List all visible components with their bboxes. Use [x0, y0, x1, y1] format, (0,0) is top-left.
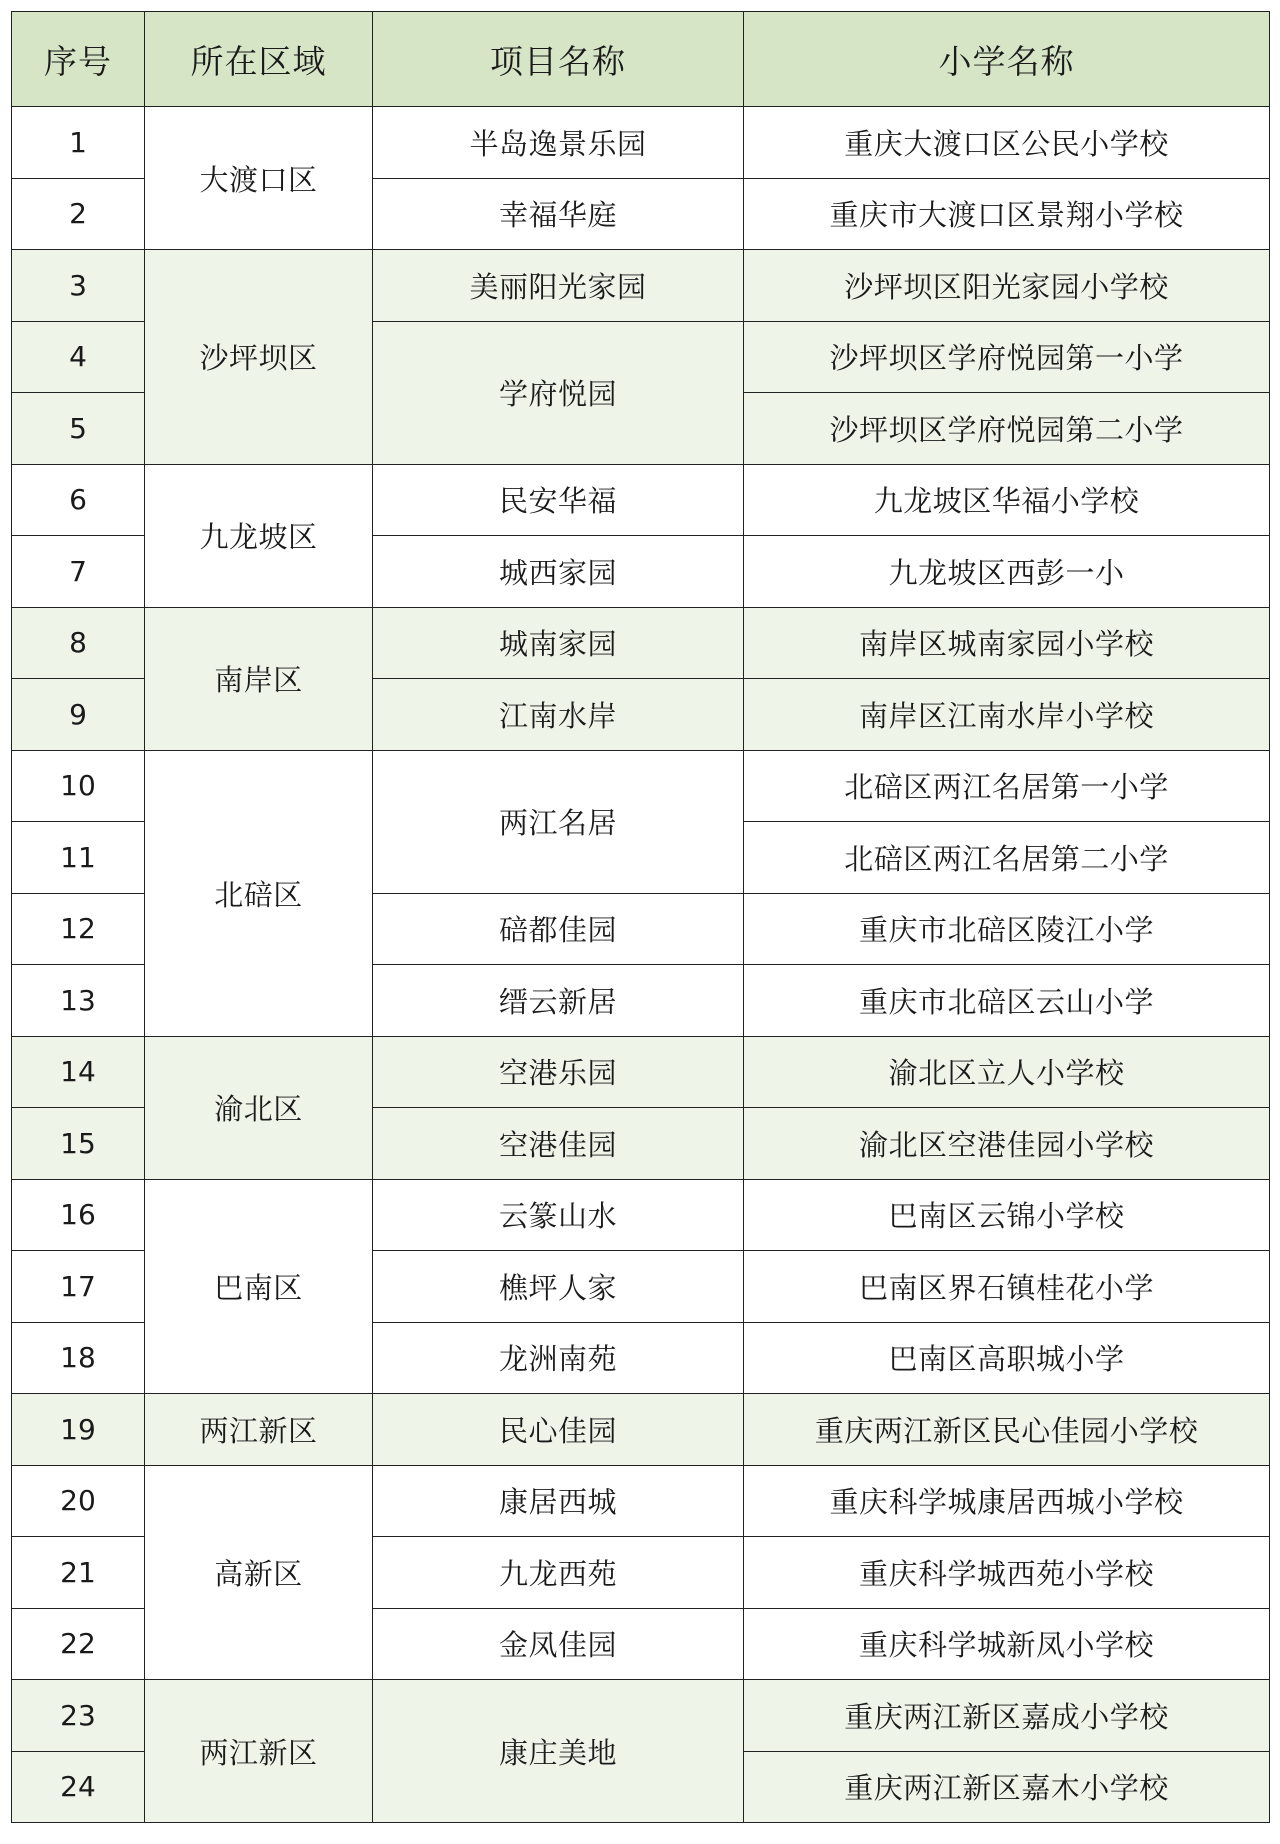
serial-number-cell: 16 — [12, 1179, 145, 1251]
project-name-cell: 两江名居 — [373, 750, 744, 893]
school-name-cell: 重庆科学城康居西城小学校 — [744, 1465, 1270, 1537]
project-name-cell: 缙云新居 — [373, 965, 744, 1037]
district-cell: 九龙坡区 — [145, 464, 373, 607]
header-school-name: 小学名称 — [744, 12, 1270, 107]
table-row — [12, 464, 1270, 536]
school-name-cell: 重庆市北碚区云山小学 — [744, 965, 1270, 1037]
serial-number-cell: 10 — [12, 750, 145, 822]
serial-number-cell: 5 — [12, 393, 145, 465]
school-name-cell: 重庆两江新区嘉成小学校 — [744, 1680, 1270, 1752]
project-name-cell: 碚都佳园 — [373, 893, 744, 965]
school-name-cell: 巴南区界石镇桂花小学 — [744, 1251, 1270, 1323]
project-name-cell: 城西家园 — [373, 536, 744, 608]
school-name-cell: 沙坪坝区学府悦园第一小学 — [744, 321, 1270, 393]
project-name-cell: 樵坪人家 — [373, 1251, 744, 1323]
serial-number-cell: 18 — [12, 1322, 145, 1394]
table-row — [12, 1036, 1270, 1108]
header-project-name: 项目名称 — [373, 12, 744, 107]
serial-number-cell: 8 — [12, 607, 145, 679]
project-name-cell: 半岛逸景乐园 — [373, 107, 744, 179]
project-name-cell: 金凤佳园 — [373, 1608, 744, 1680]
serial-number-cell: 9 — [12, 679, 145, 751]
school-name-cell: 南岸区城南家园小学校 — [744, 607, 1270, 679]
project-name-cell: 幸福华庭 — [373, 178, 744, 250]
table-row — [12, 750, 1270, 822]
district-cell: 两江新区 — [145, 1394, 373, 1466]
serial-number-cell: 4 — [12, 321, 145, 393]
header-serial-number: 序号 — [12, 12, 145, 107]
district-cell: 两江新区 — [145, 1680, 373, 1823]
district-cell: 巴南区 — [145, 1179, 373, 1394]
serial-number-cell: 21 — [12, 1537, 145, 1609]
school-name-cell: 重庆科学城西苑小学校 — [744, 1537, 1270, 1609]
project-name-cell: 康庄美地 — [373, 1680, 744, 1823]
serial-number-cell: 13 — [12, 965, 145, 1037]
serial-number-cell: 17 — [12, 1251, 145, 1323]
serial-number-cell: 19 — [12, 1394, 145, 1466]
table-row — [12, 1465, 1270, 1537]
serial-number-cell: 15 — [12, 1108, 145, 1180]
serial-number-cell: 12 — [12, 893, 145, 965]
school-name-cell: 北碚区两江名居第一小学 — [744, 750, 1270, 822]
table-row — [12, 107, 1270, 179]
school-name-cell: 重庆两江新区民心佳园小学校 — [744, 1394, 1270, 1466]
header-district: 所在区域 — [145, 12, 373, 107]
serial-number-cell: 22 — [12, 1608, 145, 1680]
table-header-row — [12, 12, 1270, 107]
serial-number-cell: 23 — [12, 1680, 145, 1752]
table-row — [12, 607, 1270, 679]
serial-number-cell: 2 — [12, 178, 145, 250]
project-name-cell: 空港佳园 — [373, 1108, 744, 1180]
serial-number-cell: 7 — [12, 536, 145, 608]
project-name-cell: 江南水岸 — [373, 679, 744, 751]
project-name-cell: 民安华福 — [373, 464, 744, 536]
school-name-cell: 九龙坡区西彭一小 — [744, 536, 1270, 608]
district-cell: 渝北区 — [145, 1036, 373, 1179]
project-name-cell: 学府悦园 — [373, 321, 744, 464]
project-name-cell: 民心佳园 — [373, 1394, 744, 1466]
school-table-document — [11, 11, 1270, 1823]
project-name-cell: 九龙西苑 — [373, 1537, 744, 1609]
school-name-cell: 巴南区高职城小学 — [744, 1322, 1270, 1394]
serial-number-cell: 3 — [12, 250, 145, 322]
serial-number-cell: 14 — [12, 1036, 145, 1108]
school-name-cell: 重庆科学城新凤小学校 — [744, 1608, 1270, 1680]
school-allocation-table — [11, 11, 1270, 1823]
serial-number-cell: 11 — [12, 822, 145, 894]
school-name-cell: 重庆两江新区嘉木小学校 — [744, 1751, 1270, 1823]
district-cell: 沙坪坝区 — [145, 250, 373, 465]
table-row — [12, 1179, 1270, 1251]
district-cell: 北碚区 — [145, 750, 373, 1036]
serial-number-cell: 6 — [12, 464, 145, 536]
school-name-cell: 重庆大渡口区公民小学校 — [744, 107, 1270, 179]
school-name-cell: 南岸区江南水岸小学校 — [744, 679, 1270, 751]
school-name-cell: 沙坪坝区阳光家园小学校 — [744, 250, 1270, 322]
school-name-cell: 沙坪坝区学府悦园第二小学 — [744, 393, 1270, 465]
project-name-cell: 空港乐园 — [373, 1036, 744, 1108]
project-name-cell: 云篆山水 — [373, 1179, 744, 1251]
table-row — [12, 1680, 1270, 1752]
table-row — [12, 1394, 1270, 1466]
school-name-cell: 渝北区空港佳园小学校 — [744, 1108, 1270, 1180]
serial-number-cell: 24 — [12, 1751, 145, 1823]
project-name-cell: 城南家园 — [373, 607, 744, 679]
district-cell: 高新区 — [145, 1465, 373, 1680]
school-name-cell: 北碚区两江名居第二小学 — [744, 822, 1270, 894]
project-name-cell: 康居西城 — [373, 1465, 744, 1537]
serial-number-cell: 20 — [12, 1465, 145, 1537]
school-name-cell: 九龙坡区华福小学校 — [744, 464, 1270, 536]
district-cell: 南岸区 — [145, 607, 373, 750]
serial-number-cell: 1 — [12, 107, 145, 179]
school-name-cell: 巴南区云锦小学校 — [744, 1179, 1270, 1251]
school-name-cell: 重庆市大渡口区景翔小学校 — [744, 178, 1270, 250]
school-name-cell: 重庆市北碚区陵江小学 — [744, 893, 1270, 965]
table-row — [12, 250, 1270, 322]
project-name-cell: 龙洲南苑 — [373, 1322, 744, 1394]
district-cell: 大渡口区 — [145, 107, 373, 250]
project-name-cell: 美丽阳光家园 — [373, 250, 744, 322]
school-name-cell: 渝北区立人小学校 — [744, 1036, 1270, 1108]
